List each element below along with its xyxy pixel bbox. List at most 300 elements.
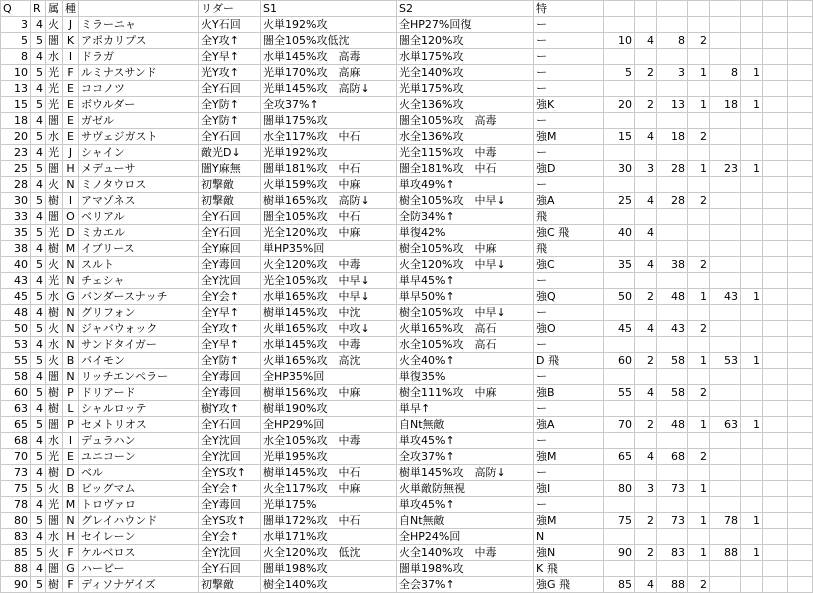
cell-n3[interactable]	[657, 225, 688, 241]
cell-q[interactable]: 13	[1, 81, 31, 97]
cell-n1[interactable]	[604, 497, 635, 513]
empty-cell[interactable]	[788, 257, 813, 273]
empty-cell[interactable]	[763, 161, 788, 177]
empty-cell[interactable]	[763, 321, 788, 337]
cell-s2[interactable]: 光全140%攻	[397, 65, 534, 81]
cell-q[interactable]: 70	[1, 449, 31, 465]
empty-cell[interactable]	[788, 321, 813, 337]
cell-leader[interactable]: 全Y沈回	[199, 545, 261, 561]
cell-leader[interactable]: 全Y防↑	[199, 97, 261, 113]
cell-name[interactable]: ボウルダー	[79, 97, 199, 113]
cell-q[interactable]: 55	[1, 353, 31, 369]
cell-q[interactable]: 38	[1, 241, 31, 257]
cell-r[interactable]: 4	[31, 529, 46, 545]
cell-n5[interactable]: 43	[710, 289, 741, 305]
cell-s1[interactable]: 全攻37%↑	[261, 97, 397, 113]
empty-cell[interactable]	[788, 273, 813, 289]
cell-q[interactable]: 65	[1, 417, 31, 433]
cell-leader[interactable]: 闇Y麻無	[199, 161, 261, 177]
cell-q[interactable]: 53	[1, 337, 31, 353]
cell-n1[interactable]: 55	[604, 385, 635, 401]
cell-r[interactable]: 5	[31, 545, 46, 561]
cell-type[interactable]: I	[63, 433, 79, 449]
cell-r[interactable]: 4	[31, 113, 46, 129]
cell-attr[interactable]: 樹	[46, 305, 63, 321]
cell-attr[interactable]: 水	[46, 289, 63, 305]
cell-n3[interactable]: 58	[657, 353, 688, 369]
cell-q[interactable]: 20	[1, 129, 31, 145]
empty-cell[interactable]	[788, 97, 813, 113]
cell-special[interactable]: 強M	[534, 129, 604, 145]
cell-attr[interactable]: 樹	[46, 465, 63, 481]
cell-type[interactable]: J	[63, 145, 79, 161]
empty-cell[interactable]	[788, 465, 813, 481]
cell-leader[interactable]: 全Y石回	[199, 417, 261, 433]
cell-name[interactable]: ミラーニャ	[79, 17, 199, 33]
cell-n1[interactable]: 60	[604, 353, 635, 369]
cell-n1[interactable]: 40	[604, 225, 635, 241]
cell-attr[interactable]: 光	[46, 497, 63, 513]
cell-type[interactable]: B	[63, 353, 79, 369]
cell-leader[interactable]: 全Y早↑	[199, 49, 261, 65]
cell-s2[interactable]: 闇単198%攻	[397, 561, 534, 577]
header-type[interactable]: 種	[63, 1, 79, 17]
cell-n3[interactable]: 48	[657, 289, 688, 305]
cell-s1[interactable]: 光単145%攻 高防↓	[261, 81, 397, 97]
header-leader[interactable]: リダー	[199, 1, 261, 17]
cell-special[interactable]: ー	[534, 113, 604, 129]
cell-type[interactable]: G	[63, 561, 79, 577]
cell-n1[interactable]	[604, 177, 635, 193]
cell-n3[interactable]: 48	[657, 417, 688, 433]
cell-q[interactable]: 83	[1, 529, 31, 545]
cell-n3[interactable]	[657, 113, 688, 129]
cell-type[interactable]: N	[63, 337, 79, 353]
cell-type[interactable]: P	[63, 385, 79, 401]
empty-cell[interactable]	[763, 417, 788, 433]
cell-n1[interactable]	[604, 113, 635, 129]
cell-n6[interactable]	[741, 129, 763, 145]
cell-n3[interactable]: 28	[657, 161, 688, 177]
empty-cell[interactable]	[763, 289, 788, 305]
empty-cell[interactable]	[763, 497, 788, 513]
empty-cell[interactable]	[657, 1, 688, 17]
cell-s1[interactable]: 光単195%攻	[261, 449, 397, 465]
cell-type[interactable]: B	[63, 481, 79, 497]
cell-n2[interactable]: 2	[635, 513, 657, 529]
cell-n1[interactable]: 30	[604, 161, 635, 177]
cell-n6[interactable]	[741, 433, 763, 449]
cell-n4[interactable]	[688, 113, 710, 129]
cell-n2[interactable]	[635, 17, 657, 33]
cell-s1[interactable]: 火単192%攻	[261, 17, 397, 33]
cell-r[interactable]: 4	[31, 401, 46, 417]
cell-n5[interactable]	[710, 561, 741, 577]
cell-special[interactable]: ー	[534, 33, 604, 49]
empty-cell[interactable]	[788, 337, 813, 353]
cell-n3[interactable]	[657, 145, 688, 161]
cell-n2[interactable]	[635, 369, 657, 385]
cell-type[interactable]: P	[63, 417, 79, 433]
cell-n6[interactable]	[741, 193, 763, 209]
cell-attr[interactable]: 光	[46, 81, 63, 97]
cell-special[interactable]: 飛	[534, 209, 604, 225]
cell-r[interactable]: 5	[31, 481, 46, 497]
cell-n6[interactable]	[741, 465, 763, 481]
cell-n2[interactable]	[635, 241, 657, 257]
cell-s2[interactable]: 全HP27%回復	[397, 17, 534, 33]
cell-n4[interactable]: 1	[688, 353, 710, 369]
header-q[interactable]: Q	[1, 1, 31, 17]
cell-n2[interactable]: 4	[635, 385, 657, 401]
cell-s2[interactable]: 光全115%攻 中毒	[397, 145, 534, 161]
cell-attr[interactable]: 光	[46, 145, 63, 161]
cell-s2[interactable]: 火全40%↑	[397, 353, 534, 369]
cell-leader[interactable]: 全Y石回	[199, 129, 261, 145]
cell-q[interactable]: 68	[1, 433, 31, 449]
cell-s2[interactable]: 全攻37%↑	[397, 449, 534, 465]
cell-n1[interactable]	[604, 529, 635, 545]
cell-name[interactable]: セメトリオス	[79, 417, 199, 433]
cell-attr[interactable]: 樹	[46, 401, 63, 417]
cell-n5[interactable]: 53	[710, 353, 741, 369]
cell-q[interactable]: 30	[1, 193, 31, 209]
cell-name[interactable]: グレイハウンド	[79, 513, 199, 529]
cell-s1[interactable]: 水全117%攻 中石	[261, 129, 397, 145]
cell-s1[interactable]: 全HP35%回	[261, 369, 397, 385]
cell-n4[interactable]	[688, 225, 710, 241]
empty-cell[interactable]	[788, 385, 813, 401]
empty-cell[interactable]	[788, 417, 813, 433]
cell-leader[interactable]: 全Y防↑	[199, 353, 261, 369]
cell-r[interactable]: 4	[31, 561, 46, 577]
cell-n5[interactable]	[710, 337, 741, 353]
cell-attr[interactable]: 火	[46, 545, 63, 561]
cell-n4[interactable]	[688, 497, 710, 513]
cell-r[interactable]: 4	[31, 497, 46, 513]
cell-q[interactable]: 23	[1, 145, 31, 161]
cell-special[interactable]: N	[534, 529, 604, 545]
cell-n6[interactable]	[741, 449, 763, 465]
cell-type[interactable]: I	[63, 193, 79, 209]
cell-leader[interactable]: 全Y早↑	[199, 305, 261, 321]
cell-n3[interactable]: 38	[657, 257, 688, 273]
empty-cell[interactable]	[788, 33, 813, 49]
cell-type[interactable]: H	[63, 161, 79, 177]
cell-s1[interactable]: 火全120%攻 中毒	[261, 257, 397, 273]
cell-attr[interactable]: 光	[46, 225, 63, 241]
cell-n3[interactable]	[657, 433, 688, 449]
cell-leader[interactable]: 全Y石回	[199, 225, 261, 241]
cell-n1[interactable]	[604, 465, 635, 481]
cell-n2[interactable]	[635, 177, 657, 193]
empty-cell[interactable]	[763, 177, 788, 193]
cell-attr[interactable]: 樹	[46, 241, 63, 257]
cell-type[interactable]: N	[63, 273, 79, 289]
cell-type[interactable]: N	[63, 321, 79, 337]
empty-cell[interactable]	[763, 193, 788, 209]
cell-r[interactable]: 4	[31, 241, 46, 257]
cell-name[interactable]: サヴェジガスト	[79, 129, 199, 145]
cell-name[interactable]: ビッグマム	[79, 481, 199, 497]
cell-leader[interactable]: 全Y麻回	[199, 241, 261, 257]
cell-attr[interactable]: 闇	[46, 161, 63, 177]
cell-q[interactable]: 18	[1, 113, 31, 129]
cell-n3[interactable]: 28	[657, 193, 688, 209]
empty-cell[interactable]	[763, 97, 788, 113]
cell-n5[interactable]: 23	[710, 161, 741, 177]
cell-type[interactable]: L	[63, 401, 79, 417]
cell-n3[interactable]: 8	[657, 33, 688, 49]
cell-n3[interactable]	[657, 561, 688, 577]
cell-q[interactable]: 88	[1, 561, 31, 577]
empty-cell[interactable]	[788, 577, 813, 593]
cell-n1[interactable]	[604, 401, 635, 417]
empty-cell[interactable]	[763, 17, 788, 33]
empty-cell[interactable]	[763, 449, 788, 465]
cell-r[interactable]: 5	[31, 577, 46, 593]
cell-s1[interactable]: 光全105%攻 中早↓	[261, 273, 397, 289]
cell-name[interactable]: サンドタイガー	[79, 337, 199, 353]
empty-cell[interactable]	[763, 129, 788, 145]
cell-n2[interactable]: 2	[635, 545, 657, 561]
cell-n4[interactable]: 2	[688, 321, 710, 337]
cell-n5[interactable]	[710, 257, 741, 273]
cell-attr[interactable]: 闇	[46, 417, 63, 433]
cell-r[interactable]: 5	[31, 289, 46, 305]
cell-q[interactable]: 45	[1, 289, 31, 305]
cell-leader[interactable]: 初撃敵	[199, 577, 261, 593]
cell-type[interactable]: N	[63, 177, 79, 193]
empty-cell[interactable]	[788, 401, 813, 417]
cell-n1[interactable]	[604, 145, 635, 161]
cell-n6[interactable]	[741, 481, 763, 497]
cell-q[interactable]: 40	[1, 257, 31, 273]
cell-q[interactable]: 85	[1, 545, 31, 561]
cell-r[interactable]: 5	[31, 513, 46, 529]
cell-type[interactable]: F	[63, 577, 79, 593]
cell-n3[interactable]: 43	[657, 321, 688, 337]
cell-n3[interactable]: 88	[657, 577, 688, 593]
cell-n5[interactable]	[710, 465, 741, 481]
cell-q[interactable]: 33	[1, 209, 31, 225]
cell-q[interactable]: 75	[1, 481, 31, 497]
cell-q[interactable]: 28	[1, 177, 31, 193]
cell-name[interactable]: シャイン	[79, 145, 199, 161]
cell-r[interactable]: 4	[31, 209, 46, 225]
empty-cell[interactable]	[763, 529, 788, 545]
cell-name[interactable]: ハーピー	[79, 561, 199, 577]
cell-r[interactable]: 5	[31, 65, 46, 81]
cell-r[interactable]: 4	[31, 145, 46, 161]
cell-n1[interactable]	[604, 369, 635, 385]
cell-n6[interactable]: 1	[741, 417, 763, 433]
cell-r[interactable]: 4	[31, 17, 46, 33]
cell-n1[interactable]: 65	[604, 449, 635, 465]
cell-s2[interactable]: 樹全105%攻 中早↓	[397, 305, 534, 321]
cell-r[interactable]: 4	[31, 337, 46, 353]
empty-cell[interactable]	[763, 561, 788, 577]
cell-n3[interactable]	[657, 337, 688, 353]
cell-n6[interactable]: 1	[741, 65, 763, 81]
cell-q[interactable]: 63	[1, 401, 31, 417]
cell-special[interactable]: ー	[534, 49, 604, 65]
cell-n4[interactable]	[688, 273, 710, 289]
cell-name[interactable]: メデューサ	[79, 161, 199, 177]
cell-n6[interactable]	[741, 385, 763, 401]
cell-name[interactable]: ドリアード	[79, 385, 199, 401]
cell-name[interactable]: グリフォン	[79, 305, 199, 321]
empty-cell[interactable]	[763, 209, 788, 225]
cell-special[interactable]: K 飛	[534, 561, 604, 577]
header-r[interactable]: R	[31, 1, 46, 17]
cell-name[interactable]: ジャバウォック	[79, 321, 199, 337]
cell-n1[interactable]: 85	[604, 577, 635, 593]
cell-n1[interactable]	[604, 433, 635, 449]
empty-cell[interactable]	[788, 433, 813, 449]
cell-n4[interactable]: 1	[688, 161, 710, 177]
cell-special[interactable]: ー	[534, 401, 604, 417]
cell-special[interactable]: 強I	[534, 481, 604, 497]
cell-type[interactable]: K	[63, 33, 79, 49]
empty-cell[interactable]	[763, 369, 788, 385]
cell-r[interactable]: 4	[31, 433, 46, 449]
cell-r[interactable]: 5	[31, 385, 46, 401]
cell-leader[interactable]: 全Y沈回	[199, 449, 261, 465]
empty-cell[interactable]	[763, 49, 788, 65]
cell-special[interactable]: ー	[534, 273, 604, 289]
cell-n6[interactable]: 1	[741, 545, 763, 561]
cell-n1[interactable]	[604, 49, 635, 65]
header-attr[interactable]: 属	[46, 1, 63, 17]
empty-cell[interactable]	[788, 49, 813, 65]
header-special[interactable]: 特	[534, 1, 604, 17]
cell-s1[interactable]: 闇単181%攻 中石	[261, 161, 397, 177]
cell-name[interactable]: ドラガ	[79, 49, 199, 65]
cell-s2[interactable]: 火単165%攻 高石	[397, 321, 534, 337]
cell-q[interactable]: 5	[1, 33, 31, 49]
cell-leader[interactable]: 全Y石回	[199, 81, 261, 97]
cell-s1[interactable]: 火単165%攻 中攻↓	[261, 321, 397, 337]
cell-n5[interactable]	[710, 129, 741, 145]
cell-leader[interactable]: 全Y攻↑	[199, 33, 261, 49]
cell-n3[interactable]: 58	[657, 385, 688, 401]
cell-n4[interactable]: 2	[688, 129, 710, 145]
cell-n2[interactable]	[635, 305, 657, 321]
cell-s2[interactable]: 水単175%攻	[397, 49, 534, 65]
cell-r[interactable]: 4	[31, 465, 46, 481]
cell-n4[interactable]: 1	[688, 289, 710, 305]
cell-n4[interactable]	[688, 177, 710, 193]
cell-n4[interactable]: 1	[688, 97, 710, 113]
cell-n5[interactable]	[710, 369, 741, 385]
empty-cell[interactable]	[688, 1, 710, 17]
cell-q[interactable]: 15	[1, 97, 31, 113]
empty-cell[interactable]	[788, 193, 813, 209]
empty-cell[interactable]	[788, 449, 813, 465]
cell-n2[interactable]	[635, 337, 657, 353]
cell-n6[interactable]	[741, 577, 763, 593]
cell-n4[interactable]	[688, 337, 710, 353]
cell-special[interactable]: ー	[534, 65, 604, 81]
cell-attr[interactable]: 水	[46, 433, 63, 449]
cell-q[interactable]: 43	[1, 273, 31, 289]
cell-type[interactable]: E	[63, 113, 79, 129]
cell-n2[interactable]: 2	[635, 65, 657, 81]
cell-s1[interactable]: 水全105%攻 中毒	[261, 433, 397, 449]
cell-attr[interactable]: 光	[46, 449, 63, 465]
cell-type[interactable]: H	[63, 529, 79, 545]
cell-attr[interactable]: 水	[46, 529, 63, 545]
empty-cell[interactable]	[788, 161, 813, 177]
cell-type[interactable]: N	[63, 305, 79, 321]
cell-n5[interactable]	[710, 17, 741, 33]
cell-leader[interactable]: 火Y石回	[199, 17, 261, 33]
cell-s1[interactable]: 光単175%	[261, 497, 397, 513]
cell-n2[interactable]: 4	[635, 321, 657, 337]
cell-s2[interactable]: 単攻45%↑	[397, 497, 534, 513]
cell-n6[interactable]	[741, 225, 763, 241]
cell-attr[interactable]: 闇	[46, 33, 63, 49]
cell-s2[interactable]: 水全105%攻 高石	[397, 337, 534, 353]
cell-n1[interactable]: 35	[604, 257, 635, 273]
cell-s2[interactable]: 闇全181%攻 中石	[397, 161, 534, 177]
cell-n4[interactable]: 2	[688, 577, 710, 593]
cell-name[interactable]: アマゾネス	[79, 193, 199, 209]
cell-leader[interactable]: 全Y毒回	[199, 369, 261, 385]
cell-leader[interactable]: 敵光D↓	[199, 145, 261, 161]
cell-s1[interactable]: 闇単172%攻 中石	[261, 513, 397, 529]
cell-n1[interactable]: 80	[604, 481, 635, 497]
cell-n2[interactable]: 2	[635, 97, 657, 113]
cell-n3[interactable]: 3	[657, 65, 688, 81]
empty-cell[interactable]	[788, 1, 813, 17]
cell-n4[interactable]: 1	[688, 481, 710, 497]
cell-name[interactable]: ミカエル	[79, 225, 199, 241]
cell-leader[interactable]: 全Y毒回	[199, 497, 261, 513]
empty-cell[interactable]	[788, 113, 813, 129]
cell-leader[interactable]: 全Y会↑	[199, 289, 261, 305]
cell-n5[interactable]	[710, 145, 741, 161]
cell-q[interactable]: 60	[1, 385, 31, 401]
cell-n5[interactable]	[710, 577, 741, 593]
cell-r[interactable]: 5	[31, 193, 46, 209]
cell-s2[interactable]: 火単敵防無視	[397, 481, 534, 497]
cell-n4[interactable]	[688, 369, 710, 385]
empty-cell[interactable]	[788, 353, 813, 369]
cell-n4[interactable]: 2	[688, 33, 710, 49]
cell-special[interactable]: 強M	[534, 449, 604, 465]
cell-q[interactable]: 90	[1, 577, 31, 593]
cell-n2[interactable]: 4	[635, 193, 657, 209]
cell-n6[interactable]: 1	[741, 513, 763, 529]
empty-cell[interactable]	[763, 81, 788, 97]
cell-n2[interactable]	[635, 49, 657, 65]
cell-special[interactable]: 強B	[534, 385, 604, 401]
cell-n2[interactable]	[635, 433, 657, 449]
cell-n2[interactable]	[635, 497, 657, 513]
cell-special[interactable]: 強O	[534, 321, 604, 337]
cell-s2[interactable]: 火全140%攻 中毒	[397, 545, 534, 561]
cell-s2[interactable]: 闇全105%攻 高毒	[397, 113, 534, 129]
cell-n4[interactable]	[688, 241, 710, 257]
cell-type[interactable]: F	[63, 545, 79, 561]
cell-r[interactable]: 5	[31, 417, 46, 433]
empty-cell[interactable]	[788, 529, 813, 545]
cell-attr[interactable]: 水	[46, 129, 63, 145]
cell-n2[interactable]	[635, 209, 657, 225]
cell-name[interactable]: ミノタウロス	[79, 177, 199, 193]
